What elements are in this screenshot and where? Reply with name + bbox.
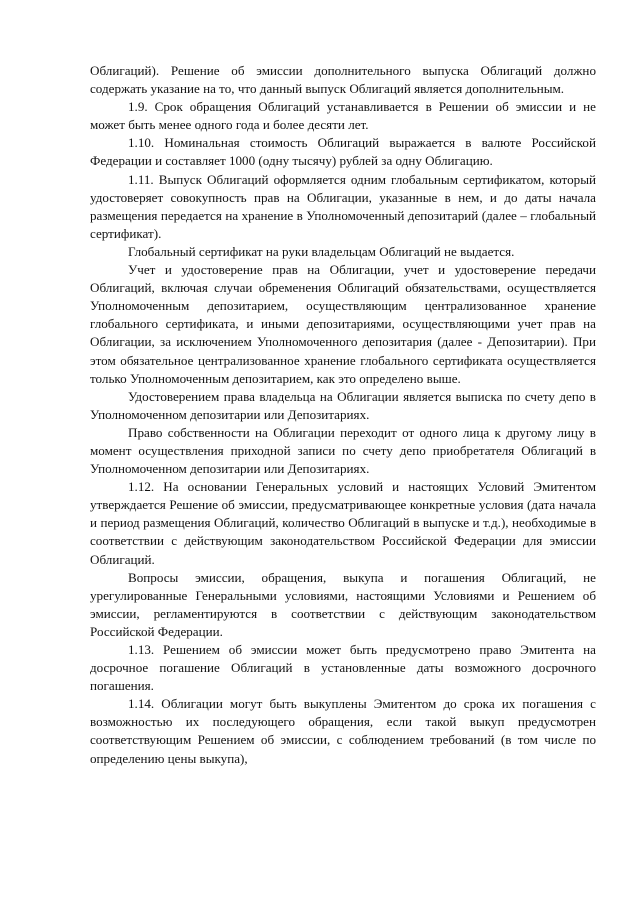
paragraph-continuation: Облигаций). Решение об эмиссии дополнительного выпуска Облигаций должно содержать указание на то, что данный выпуск Облигаций является дополнительным. (90, 63, 596, 97)
paragraph-ownership-proof: Удостоверением права владельца на Облигации является выписка по счету депо в Уполномоченном депозитарии или Депозитариях. (90, 388, 596, 422)
paragraph-1-12: 1.12. На основании Генеральных условий и настоящих Условий Эмитентом утверждается Решение об эмиссии, предусматривающее конкретные условия (дата начала и период размещения Облигаций, количество Облигаций в выпуске и т.д.), необходимые в соответствии с действующим законодательством Российской Федерации для эмиссии Облигаций. (90, 479, 596, 567)
paragraph-1-9: 1.9. Срок обращения Облигаций устанавливается в Решении об эмиссии и не может быть менее одного года и более десяти лет. (90, 99, 596, 133)
paragraph-ownership-transfer: Право собственности на Облигации переходит от одного лица к другому лицу в момент осуществления приходной записи по счету депо приобретателя Облигаций в Уполномоченном депозитарии или Депозитариях. (90, 424, 596, 477)
paragraph-1-14: 1.14. Облигации могут быть выкуплены Эмитентом до срока их погашения с возможностью их последующего обращения, если такой выкуп предусмотрен соответствующим Решением об эмиссии, с соблюдением требований (в том числе по определению цены выкупа), (90, 696, 596, 766)
document-page (90, 62, 596, 768)
paragraph-1-10: 1.10. Номинальная стоимость Облигаций выражается в валюте Российской Федерации и составляет 1000 (одну тысячу) рублей за одну Облигацию. (90, 135, 596, 169)
paragraph-1-13: 1.13. Решением об эмиссии может быть предусмотрено право Эмитента на досрочное погашение Облигаций в установленные даты возможного досрочного погашения. (90, 642, 596, 694)
paragraph-1-11: 1.11. Выпуск Облигаций оформляется одним глобальным сертификатом, который удостоверяет совокупность прав на Облигации, указанные в нем, и до даты начала размещения передается на хранение в Уполномоченный депозитарий (далее – глобальный сертификат). (90, 171, 596, 241)
paragraph-global-certificate: Глобальный сертификат на руки владельцам Облигаций не выдается. (128, 243, 515, 259)
paragraph-rights-accounting: Учет и удостоверение прав на Облигации, учет и удостоверение передачи Облигаций, включая случаи обременения Облигаций обязательствами, осуществляется Уполномоченным депозитарием, осуществляющим централизованное хранение глобального сертификата, и иными депозитариями, осуществляющими учет прав на Облигации, за исключением Уполномоченного депозитария (далее - Депозитарии). При этом обязательное централизованное хранение глобального сертификата осуществляется только Уполномоченным депозитарием, как это определено выше. (90, 262, 596, 386)
paragraph-regulation: Вопросы эмиссии, обращения, выкупа и погашения Облигаций, не урегулированные Генеральными условиями, настоящими Условиями и Решением об эмиссии, регламентируются в соответствии с действующим законодательством Российской Федерации. (90, 569, 596, 639)
